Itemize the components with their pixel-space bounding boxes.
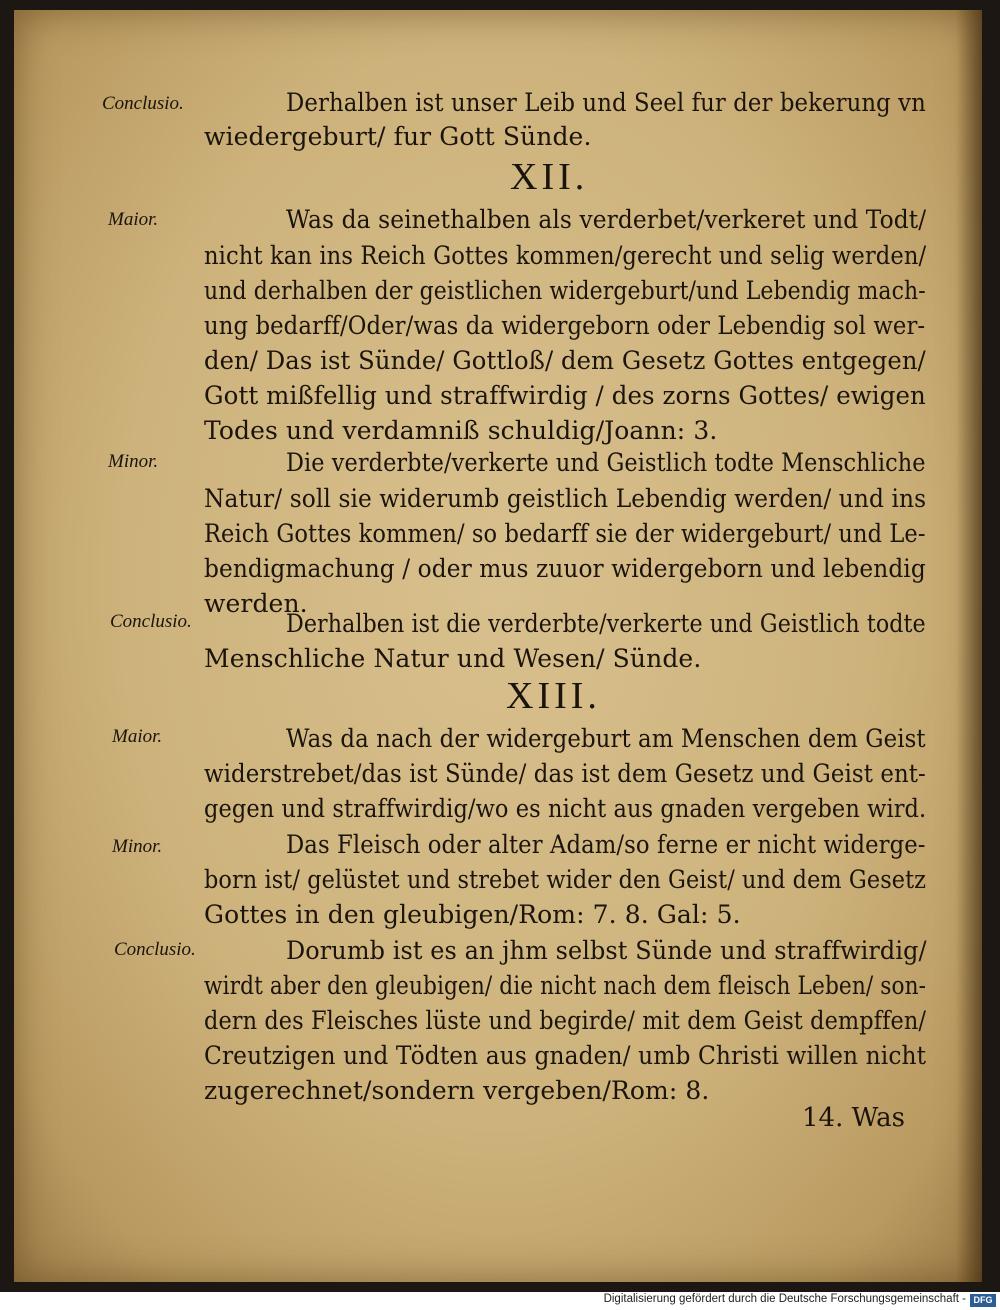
text-line: bendigmachung / oder mus zuuor widergeborn und lebendig xyxy=(204,554,926,583)
margin-label-conclusio: Conclusio. xyxy=(114,939,196,960)
text-line: Was da nach der widergeburt am Menschen dem Geist xyxy=(286,724,926,753)
text-line: Das Fleisch oder alter Adam/so ferne er nicht widerge- xyxy=(286,830,926,859)
dfg-logo: DFG xyxy=(970,1294,996,1307)
text-line: Die verderbte/verkerte und Geistlich todte Menschliche xyxy=(286,448,926,477)
catchword: 14. Was xyxy=(802,1103,905,1133)
text-line: nicht kan ins Reich Gottes kommen/gerecht und selig werden/ xyxy=(204,241,927,270)
text-line: werden. xyxy=(204,589,308,618)
book-page xyxy=(14,10,982,1282)
footer-funding-text: Digitalisierung gefördert durch die Deutsche Forschungsgemeinschaft - xyxy=(603,1293,966,1305)
text-line: Natur/ soll sie widerumb geistlich Lebendig werden/ und ins xyxy=(204,484,927,513)
text-line: Dorumb ist es an jhm selbst Sünde und straffwirdig/ xyxy=(286,936,927,965)
margin-label-conclusio: Conclusio. xyxy=(110,611,192,632)
text-line: Gottes in den gleubigen/Rom: 7. 8. Gal: 5. xyxy=(204,900,741,929)
text-line: wirdt aber den gleubigen/ die nicht nach dem fleisch Leben/ son- xyxy=(204,971,927,1000)
text-line: Todes und verdamniß schuldig/Joann: 3. xyxy=(204,416,718,445)
text-line: und derhalben der geistlichen widergeburt/und Lebendig mach- xyxy=(204,276,926,305)
text-line: Was da seinethalben als verderbet/verkeret und Todt/ xyxy=(286,205,927,234)
margin-label-minor: Minor. xyxy=(112,836,163,857)
text-line: Menschliche Natur und Wesen/ Sünde. xyxy=(204,644,702,673)
text-line: Derhalben ist die verderbte/verkerte und Geistlich todte xyxy=(286,609,926,638)
text-line: gegen und straffwirdig/wo es nicht aus gnaden vergeben wird. xyxy=(204,794,927,823)
margin-label-minor: Minor. xyxy=(108,451,159,472)
section-heading: XIII. xyxy=(506,675,601,717)
text-line: ung bedarff/Oder/was da widergeborn oder Lebendig sol wer- xyxy=(204,311,926,340)
margin-label-maior: Maior. xyxy=(112,726,163,747)
text-line: wiedergeburt/ fur Gott Sünde. xyxy=(204,122,592,151)
text-line: born ist/ gelüstet und strebet wider den Geist/ und dem Gesetz xyxy=(204,865,927,894)
text-line: den/ Das ist Sünde/ Gottloß/ dem Gesetz Gottes entgegen/ xyxy=(204,346,926,375)
text-line: Creutzigen und Tödten aus gnaden/ umb Christi willen nicht xyxy=(204,1041,927,1070)
text-line: dern des Fleisches lüste und begirde/ mit dem Geist dempffen/ xyxy=(204,1006,927,1035)
margin-label-conclusio: Conclusio. xyxy=(102,93,184,114)
text-line: zugerechnet/sondern vergeben/Rom: 8. xyxy=(204,1076,710,1105)
section-heading: XII. xyxy=(510,156,589,198)
text-line: Reich Gottes kommen/ so bedarff sie der widergeburt/ und Le- xyxy=(204,519,926,548)
text-line: widerstrebet/das ist Sünde/ das ist dem Gesetz und Geist ent- xyxy=(204,759,926,788)
margin-label-maior: Maior. xyxy=(108,209,159,230)
text-line: Gott mißfellig und straffwirdig / des zorns Gottes/ ewigen xyxy=(204,381,926,410)
text-line: Derhalben ist unser Leib und Seel fur der bekerung vn xyxy=(286,88,926,117)
digitization-footer xyxy=(0,1292,1000,1310)
